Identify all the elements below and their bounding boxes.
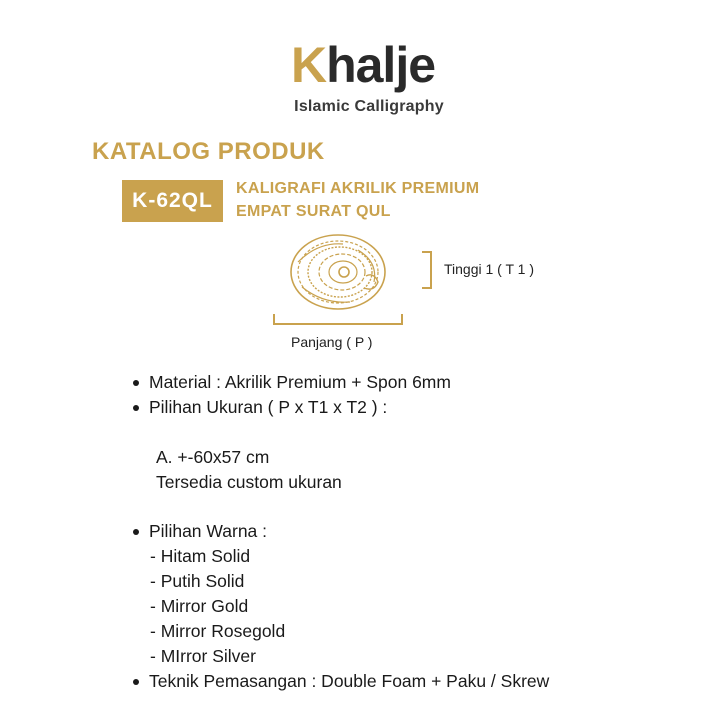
catalog-title: KATALOG PRODUK — [92, 138, 325, 165]
product-name-line1: KALIGRAFI AKRILIK PREMIUM — [236, 180, 480, 197]
color-option: - Mirror Gold — [150, 596, 249, 616]
width-bracket-icon — [272, 312, 404, 328]
product-name-line2: EMPAT SURAT QUL — [236, 203, 391, 220]
spec-material: Material : Akrilik Premium + Spon 6mm — [149, 372, 451, 392]
product-code-badge: K-62QL — [122, 180, 223, 222]
calligraphy-circle-icon — [288, 232, 388, 312]
height-label: Tinggi 1 ( T 1 ) — [444, 261, 535, 277]
logo-subtitle: Islamic Calligraphy — [294, 98, 444, 115]
spec-mounting: Teknik Pemasangan : Double Foam + Paku / Skrew — [149, 671, 550, 691]
width-label: Panjang ( P ) — [291, 334, 373, 350]
spec-size-a: A. +-60x57 cm — [156, 447, 270, 467]
product-name — [236, 177, 479, 223]
spec-color-heading: Pilihan Warna : — [149, 521, 268, 541]
brand-logo — [0, 38, 726, 92]
spec-size-custom: Tersedia custom ukuran — [156, 472, 342, 492]
color-option: - Putih Solid — [150, 571, 245, 591]
logo-wordmark: Khalje — [290, 37, 436, 93]
color-option: - Hitam Solid — [150, 546, 251, 566]
color-option: - MIrror Silver — [150, 646, 256, 666]
height-bracket-icon — [420, 250, 434, 290]
color-option: - Mirror Rosegold — [150, 621, 286, 641]
spec-size-heading: Pilihan Ukuran ( P x T1 x T2 ) : — [149, 397, 388, 417]
